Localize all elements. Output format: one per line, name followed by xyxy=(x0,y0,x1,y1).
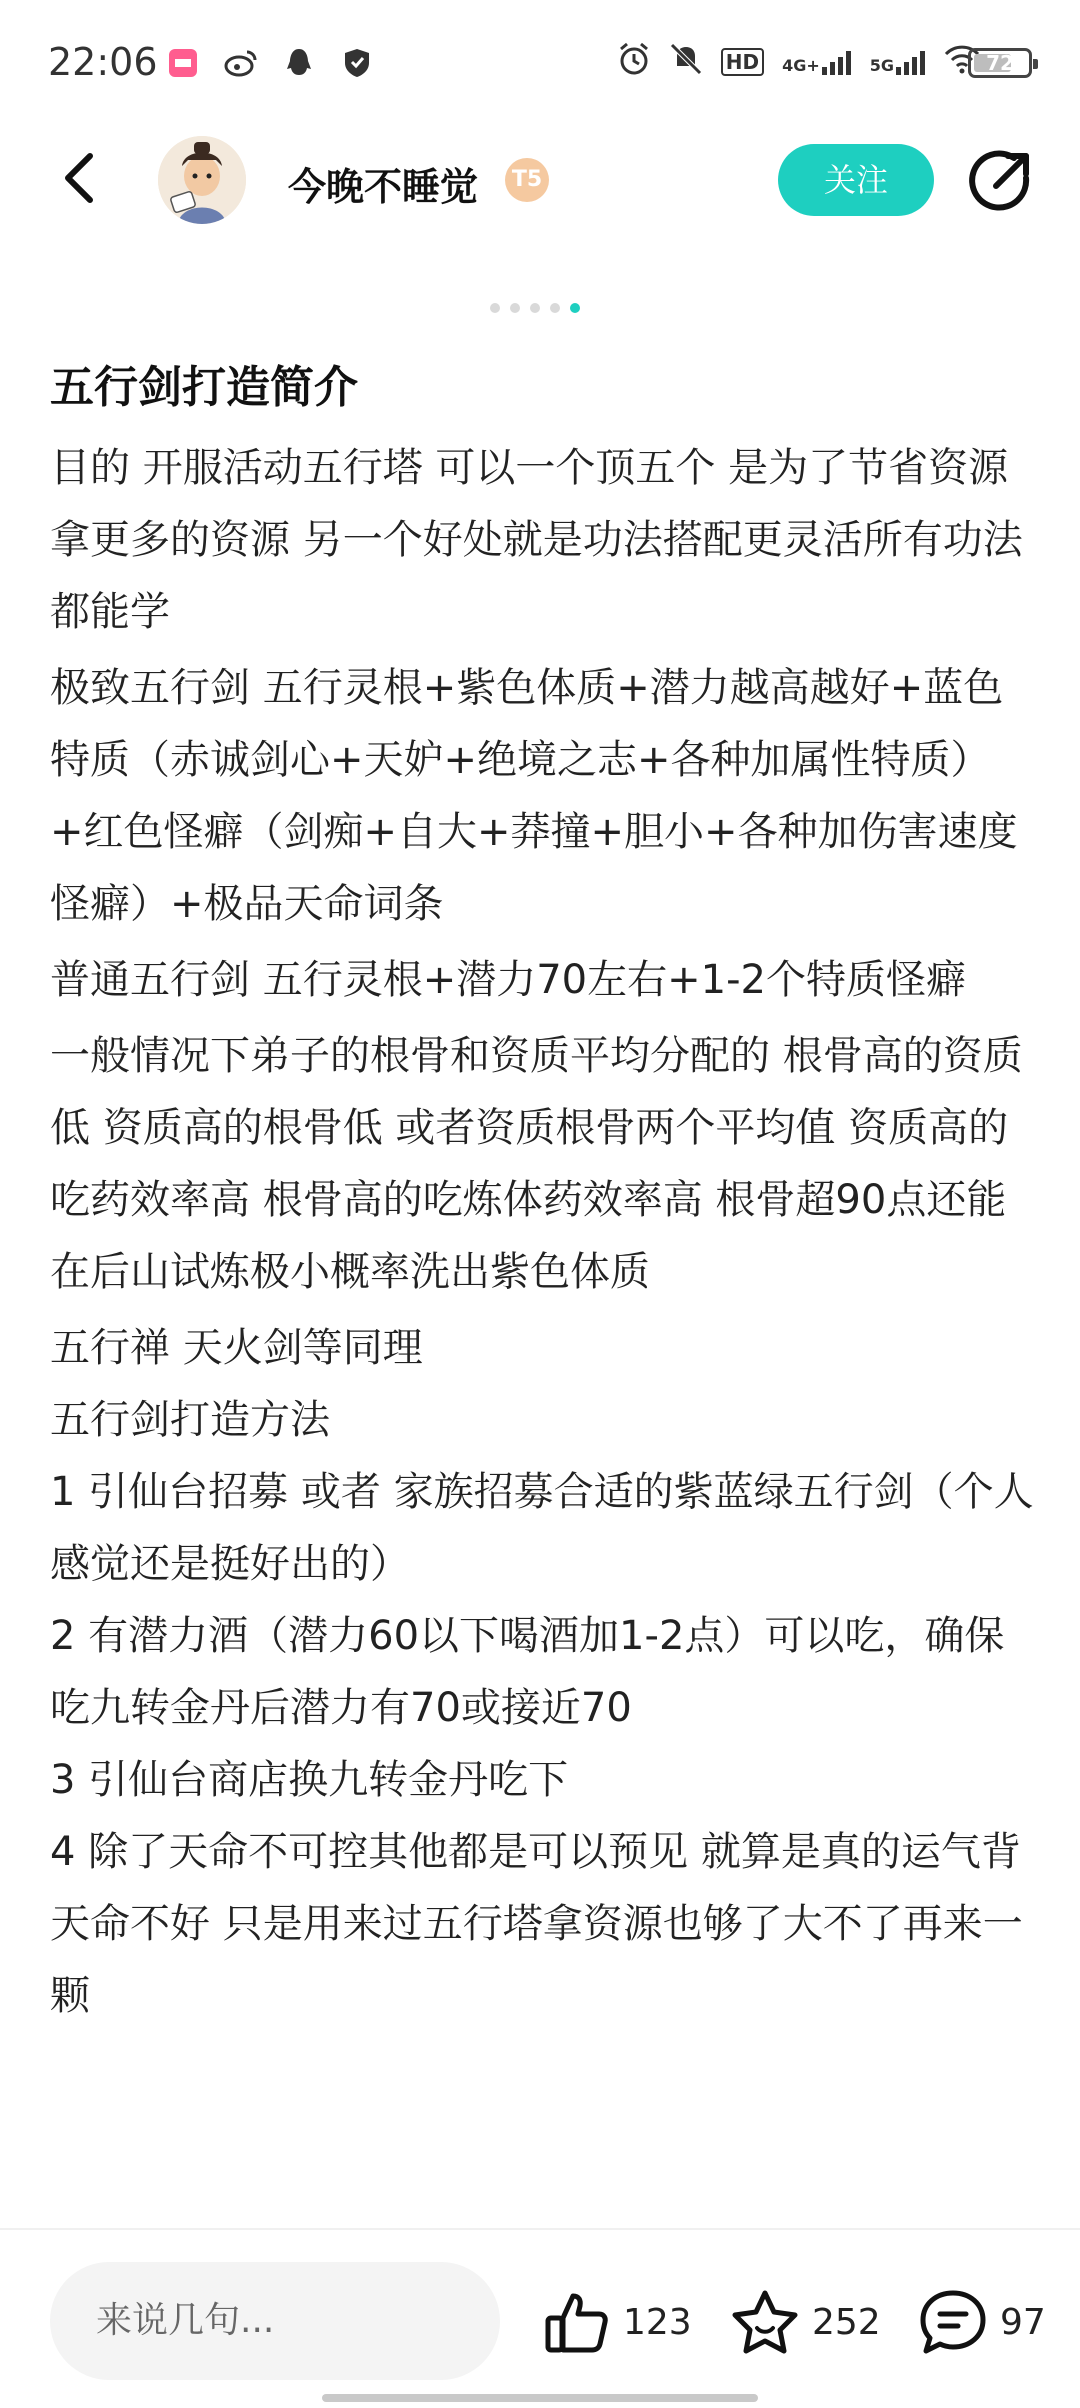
paragraph: 3 引仙台商店换九转金丹吃下 xyxy=(50,1757,569,1803)
app-notification-icon xyxy=(165,45,201,81)
paragraph: 1 引仙台招募 或者 家族招募合适的紫蓝绿五行剑（个人感觉还是挺好出的） xyxy=(50,1469,1034,1587)
alarm-icon xyxy=(617,42,651,82)
follow-button[interactable]: 关注 xyxy=(778,144,934,216)
battery-level: 72 xyxy=(986,51,1014,75)
like-count: 123 xyxy=(623,2301,692,2343)
status-bar xyxy=(0,0,1080,126)
pager-dot[interactable] xyxy=(490,303,500,313)
battery-indicator xyxy=(968,48,1032,78)
favorite-button[interactable] xyxy=(730,2282,881,2362)
signal-5g-icon xyxy=(870,49,926,75)
avatar[interactable] xyxy=(158,136,246,224)
favorite-count: 252 xyxy=(812,2301,881,2343)
share-button[interactable] xyxy=(968,148,1034,214)
hd-icon: HD xyxy=(721,48,764,76)
like-button[interactable] xyxy=(543,2282,692,2362)
mute-icon xyxy=(669,42,703,82)
image-pager-dots xyxy=(490,303,580,313)
status-time: 22:06 xyxy=(48,40,158,84)
thumbs-up-icon xyxy=(543,2288,611,2356)
pager-dot-active[interactable] xyxy=(570,303,580,313)
paragraph: 4 除了天命不可控其他都是可以预见 就算是真的运气背 天命不好 只是用来过五行塔拿资源也够了大不了再来一颗 xyxy=(50,1829,1023,2019)
back-button[interactable] xyxy=(52,148,112,208)
paragraph: 2 有潜力酒（潜力60以下喝酒加1-2点）可以吃，确保吃九转金丹后潜力有70或接近70 xyxy=(50,1613,1005,1731)
net-4g-label: 4G+ xyxy=(782,56,820,75)
paragraph: 目的 开服活动五行塔 可以一个顶五个 是为了节省资源拿更多的资源 另一个好处就是功法搭配更灵活所有功法都能学 xyxy=(50,445,1023,635)
paragraph: 五行禅 天火剑等同理 xyxy=(50,1325,423,1371)
signal-4g-icon xyxy=(782,49,852,75)
author-name[interactable]: 今晚不睡觉 xyxy=(288,165,479,209)
battery-cap xyxy=(1033,59,1038,69)
shield-icon xyxy=(339,45,375,81)
share-icon xyxy=(968,148,1034,214)
net-5g-label: 5G xyxy=(869,56,894,75)
star-icon xyxy=(730,2288,800,2356)
qq-icon xyxy=(281,45,317,81)
weibo-icon xyxy=(223,45,259,81)
post-content xyxy=(50,350,1035,2032)
bottom-divider xyxy=(0,2228,1080,2230)
paragraph: 极致五行剑 五行灵根+紫色体质+潜力越高越好+蓝色特质（赤诚剑心+天妒+绝境之志+各种加属性特质）+红色怪癖（剑痴+自大+莽撞+胆小+各种加伤害速度怪癖）+极品天命词条 xyxy=(50,665,1018,927)
comment-bubble-icon xyxy=(918,2288,988,2356)
pager-dot[interactable] xyxy=(530,303,540,313)
pager-dot[interactable] xyxy=(550,303,560,313)
comment-count: 97 xyxy=(1000,2301,1046,2343)
home-indicator[interactable] xyxy=(322,2394,758,2402)
paragraph: 五行剑打造方法 xyxy=(50,1397,330,1443)
pager-dot[interactable] xyxy=(510,303,520,313)
paragraph: 一般情况下弟子的根骨和资质平均分配的 根骨高的资质低 资质高的根骨低 或者资质根骨两个平均值 资质高的吃药效率高 根骨高的吃炼体药效率高 根骨超90点还能在后山试炼极小概率洗出紫色体质 xyxy=(50,1033,1023,1295)
post-title: 五行剑打造简介 xyxy=(50,362,358,413)
status-left-icons xyxy=(165,45,375,81)
chevron-left-icon xyxy=(52,148,112,208)
post-header xyxy=(0,126,1080,236)
comment-button[interactable] xyxy=(918,2282,1046,2362)
avatar-image xyxy=(158,136,246,224)
comment-input[interactable]: 来说几句... xyxy=(50,2262,500,2380)
paragraph: 普通五行剑 五行灵根+潜力70左右+1-2个特质怪癖 xyxy=(50,957,966,1003)
status-right-icons xyxy=(617,42,980,82)
level-badge: T5 xyxy=(505,158,549,202)
